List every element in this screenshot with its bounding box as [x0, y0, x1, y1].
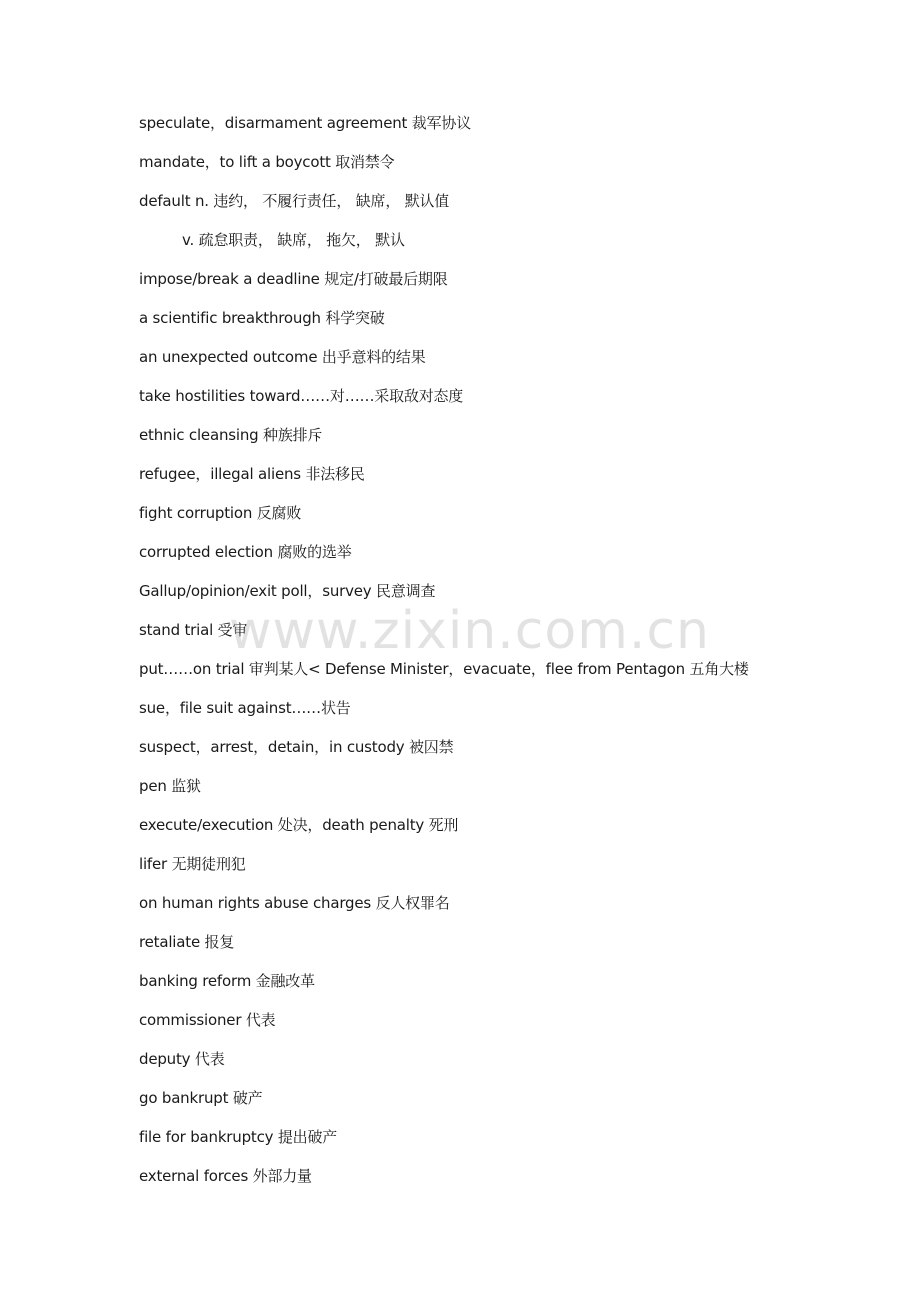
vocab-line: ethnic cleansing 种族排斥: [139, 426, 323, 444]
vocab-line: lifer 无期徒刑犯: [139, 855, 246, 873]
vocab-line: on human rights abuse charges 反人权罪名: [139, 894, 450, 912]
vocab-line: deputy 代表: [139, 1050, 225, 1068]
vocab-line: v. 疏怠职责， 缺席， 拖欠， 默认: [182, 231, 405, 249]
vocab-line: mandate，to lift a boycott 取消禁令: [139, 153, 395, 171]
vocab-line: stand trial 受审: [139, 621, 248, 639]
vocab-line: impose/break a deadline 规定/打破最后期限: [139, 270, 448, 288]
vocab-line: fight corruption 反腐败: [139, 504, 302, 522]
vocab-line: pen 监狱: [139, 777, 201, 795]
vocabulary-list: [139, 113, 899, 1205]
vocab-line: corrupted election 腐败的选举: [139, 543, 352, 561]
vocab-line: an unexpected outcome 出乎意料的结果: [139, 348, 426, 366]
watermark-text: www.zixin.com.cn: [229, 601, 710, 661]
vocab-line: Gallup/opinion/exit poll，survey 民意调查: [139, 582, 436, 600]
vocab-line: refugee，illegal aliens 非法移民: [139, 465, 365, 483]
vocab-line: commissioner 代表: [139, 1011, 276, 1029]
vocab-line: default n. 违约， 不履行责任， 缺席， 默认值: [139, 192, 450, 210]
vocab-line: external forces 外部力量: [139, 1167, 312, 1185]
vocab-line: execute/execution 处决，death penalty 死刑: [139, 816, 459, 834]
vocab-line: file for bankruptcy 提出破产: [139, 1128, 338, 1146]
vocab-line: go bankrupt 破产: [139, 1089, 263, 1107]
vocab-line: sue，file suit against……状告: [139, 699, 351, 717]
vocab-line: suspect，arrest，detain，in custody 被囚禁: [139, 738, 454, 756]
vocab-line: retaliate 报复: [139, 933, 235, 951]
vocab-line: put……on trial 审判某人< Defense Minister，evacuate，flee from Pentagon 五角大楼: [139, 660, 749, 678]
vocab-line: take hostilities toward……对……采取敌对态度: [139, 387, 464, 405]
vocab-line: speculate，disarmament agreement 裁军协议: [139, 114, 471, 132]
vocab-line: a scientific breakthrough 科学突破: [139, 309, 385, 327]
vocab-line: banking reform 金融改革: [139, 972, 315, 990]
